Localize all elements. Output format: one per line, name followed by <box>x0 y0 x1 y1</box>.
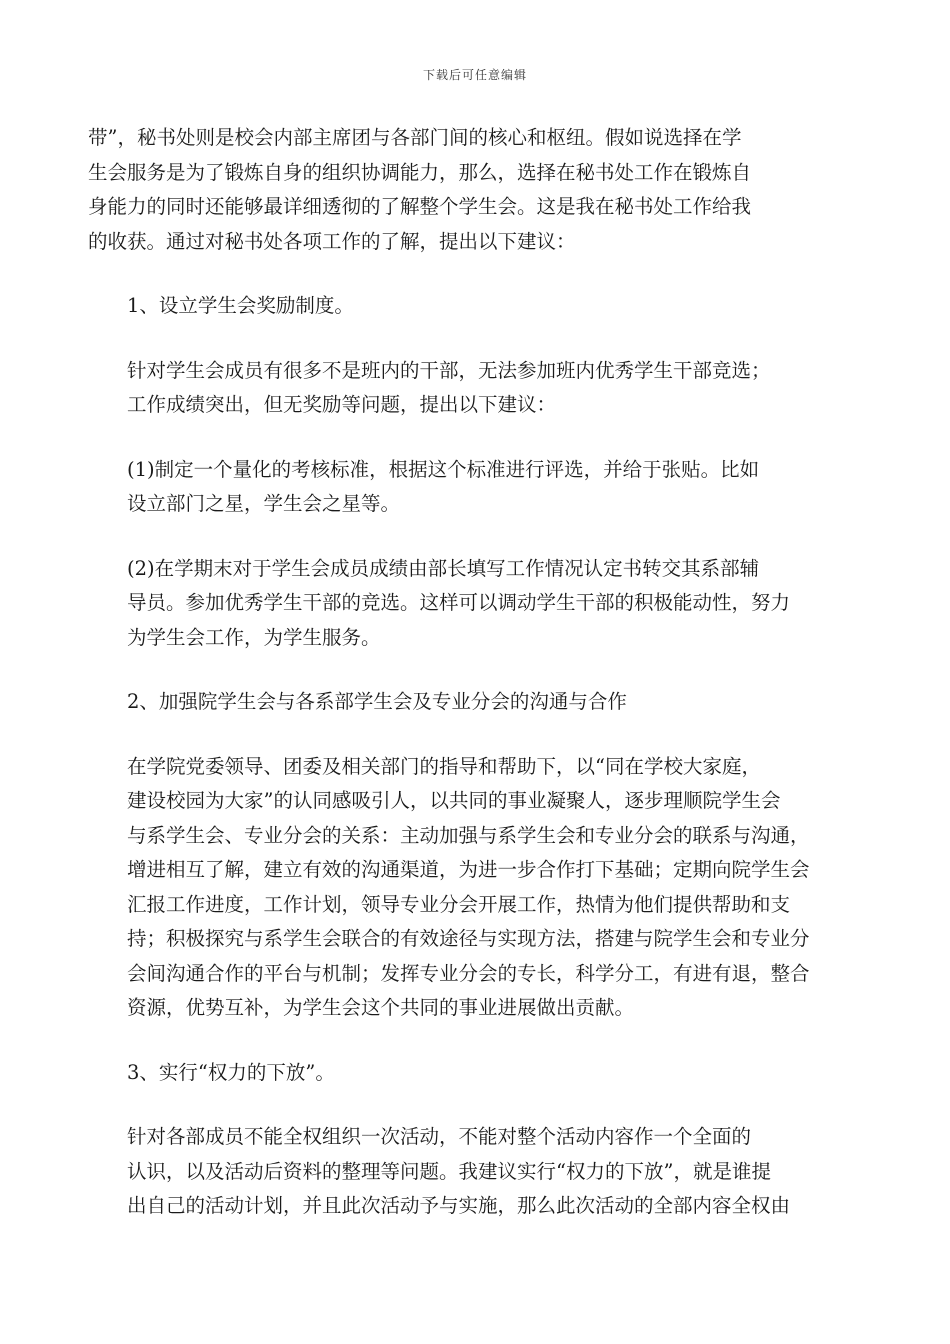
paragraph-item-3-body <box>88 1120 864 1224</box>
text-line: (2)在学期末对于学生会成员成绩由部长填写工作情况认定书转交其系部辅 <box>127 556 760 580</box>
text-line: 工作成绩突出，但无奖励等问题，提出以下建议： <box>127 393 557 416</box>
heading-item-1 <box>88 289 864 324</box>
text-line: 资源，优势互补，为学生会这个共同的事业进展做出贡献。 <box>127 996 635 1019</box>
text-line: 建设校园为大家”的认同感吸引人，以共同的事业凝聚人，逐步理顺院学生会 <box>127 789 781 812</box>
text-line: 与系学生会、专业分会的关系：主动加强与系学生会和专业分会的联系与沟通， <box>127 823 810 847</box>
text-line: 汇报工作进度，工作计划，领导专业分会开展工作，热情为他们提供帮助和支 <box>127 892 791 916</box>
text-line: 出自己的活动计划，并且此次活动予与实施，那么此次活动的全部内容全权由 <box>127 1194 791 1217</box>
text-line: 针对各部成员不能全权组织一次活动，不能对整个活动内容作一个全面的 <box>127 1125 752 1148</box>
text-line: 带”，秘书处则是校会内部主席团与各部门间的核心和枢纽。假如说选择在学 <box>88 126 742 149</box>
text-line: 持；积极探究与系学生会联合的有效途径与实现方法，搭建与院学生会和专业分 <box>127 927 810 950</box>
text-line: 1、设立学生会奖励制度。 <box>127 294 354 317</box>
text-line: 在学院党委领导、团委及相关部门的指导和帮助下，以“同在学校大家庭， <box>127 754 761 778</box>
text-line: (1)制定一个量化的考核标准，根据这个标准进行评选，并给于张贴。比如 <box>127 457 760 481</box>
paragraph-intro <box>88 121 864 259</box>
page-header-note: 下载后可任意编辑 <box>422 68 527 82</box>
text-line: 导员。参加优秀学生干部的竞选。这样可以调动学生干部的积极能动性，努力 <box>127 591 791 614</box>
text-line: 生会服务是为了锻炼自身的组织协调能力，那么，选择在秘书处工作在锻炼自 <box>88 160 752 184</box>
text-line: 身能力的同时还能够最详细透彻的了解整个学生会。这是我在秘书处工作给我 <box>88 195 752 218</box>
text-line: 针对学生会成员有很多不是班内的干部，无法参加班内优秀学生干部竞选； <box>127 358 771 382</box>
heading-item-2 <box>88 685 864 720</box>
text-line: 3、实行“权力的下放”。 <box>127 1060 335 1084</box>
text-line: 的收获。通过对秘书处各项工作的了解，提出以下建议： <box>88 229 576 253</box>
text-line: 为学生会工作，为学生服务。 <box>127 625 381 649</box>
text-line: 2、加强院学生会与各系部学生会及专业分会的沟通与合作 <box>127 690 627 713</box>
paragraph-suggestion-2 <box>88 552 864 656</box>
paragraph-suggestion-1 <box>88 453 864 522</box>
text-line: 增进相互了解，建立有效的沟通渠道，为进一步合作打下基础；定期向院学生会 <box>127 858 810 881</box>
paragraph-item-2-body <box>88 750 864 1026</box>
document-body <box>88 121 864 1254</box>
heading-item-3 <box>88 1056 864 1091</box>
text-line: 认识，以及活动后资料的整理等问题。我建议实行“权力的下放”，就是谁提 <box>127 1159 771 1183</box>
text-line: 会间沟通合作的平台与机制；发挥专业分会的专长，科学分工，有进有退，整合 <box>127 961 810 985</box>
text-line: 设立部门之星，学生会之星等。 <box>127 492 401 515</box>
paragraph-item-1-intro <box>88 354 864 423</box>
